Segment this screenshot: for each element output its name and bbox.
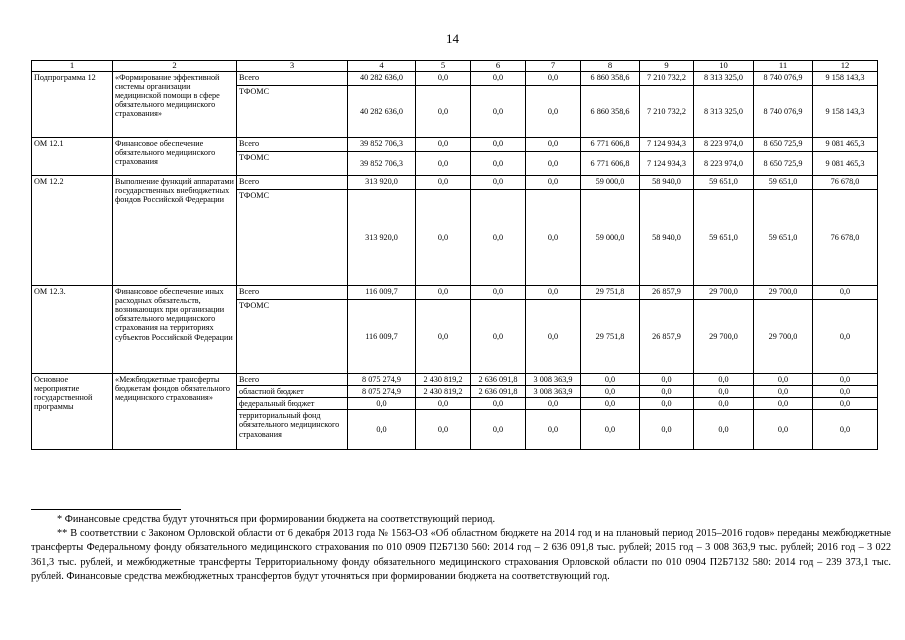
amount-cell: 0,0 (416, 398, 471, 410)
amount-cell: 0,0 (813, 410, 878, 450)
amount-cell: 0,0 (526, 410, 581, 450)
amount-cell: 0,0 (416, 299, 471, 373)
amount-cell: 2 430 819,2 (416, 373, 471, 385)
column-header: 10 (694, 61, 754, 72)
program-code-cell: ОМ 12.3. (32, 285, 113, 373)
amount-cell: 0,0 (348, 398, 416, 410)
program-name-cell: Финансовое обеспечение обязательного медицинского страхования (113, 137, 237, 175)
amount-cell: 2 636 091,8 (471, 385, 526, 397)
amount-cell: 0,0 (348, 410, 416, 450)
amount-cell: 0,0 (694, 410, 754, 450)
amount-cell: 76 678,0 (813, 175, 878, 189)
amount-cell: 0,0 (416, 410, 471, 450)
column-header: 9 (640, 61, 694, 72)
amount-cell: 26 857,9 (640, 299, 694, 373)
amount-cell: 0,0 (471, 137, 526, 151)
amount-cell: 0,0 (581, 398, 640, 410)
amount-cell: 8 313 325,0 (694, 71, 754, 85)
footnote-divider (31, 509, 181, 510)
table-row (32, 285, 878, 299)
amount-cell: 59 000,0 (581, 189, 640, 285)
amount-cell: 0,0 (471, 71, 526, 85)
program-name-cell: Финансовое обеспечение иных расходных обязательств, возникающих при организации обязательного медицинского страхования на территориях субъектов Российской Федерации (113, 285, 237, 373)
amount-cell: 9 158 143,3 (813, 71, 878, 85)
amount-cell: 0,0 (471, 299, 526, 373)
amount-cell: 0,0 (754, 410, 813, 450)
funding-source-cell: областной бюджет (237, 385, 348, 397)
amount-cell: 0,0 (471, 189, 526, 285)
table-row (32, 137, 878, 151)
amount-cell: 0,0 (416, 285, 471, 299)
column-header: 2 (113, 61, 237, 72)
amount-cell: 0,0 (640, 398, 694, 410)
funding-source-cell: федеральный бюджет (237, 398, 348, 410)
amount-cell: 0,0 (416, 85, 471, 137)
amount-cell: 9 081 465,3 (813, 151, 878, 175)
amount-cell: 0,0 (754, 373, 813, 385)
column-header: 5 (416, 61, 471, 72)
amount-cell: 0,0 (813, 398, 878, 410)
amount-cell: 6 771 606,8 (581, 151, 640, 175)
amount-cell: 0,0 (526, 175, 581, 189)
funding-source-cell: ТФОМС (237, 189, 348, 285)
amount-cell: 8 650 725,9 (754, 137, 813, 151)
amount-cell: 2 636 091,8 (471, 373, 526, 385)
amount-cell: 7 210 732,2 (640, 71, 694, 85)
funding-source-cell: Всего (237, 285, 348, 299)
funding-source-cell: Всего (237, 71, 348, 85)
amount-cell: 313 920,0 (348, 175, 416, 189)
program-code-cell: ОМ 12.2 (32, 175, 113, 285)
column-header: 4 (348, 61, 416, 72)
amount-cell: 0,0 (694, 398, 754, 410)
funding-source-cell: Всего (237, 175, 348, 189)
amount-cell: 0,0 (416, 175, 471, 189)
amount-cell: 59 651,0 (694, 175, 754, 189)
amount-cell: 29 700,0 (694, 285, 754, 299)
column-header: 3 (237, 61, 348, 72)
amount-cell: 0,0 (416, 189, 471, 285)
amount-cell: 39 852 706,3 (348, 151, 416, 175)
amount-cell: 0,0 (526, 398, 581, 410)
amount-cell: 7 124 934,3 (640, 151, 694, 175)
amount-cell: 26 857,9 (640, 285, 694, 299)
amount-cell: 0,0 (471, 85, 526, 137)
amount-cell: 8 313 325,0 (694, 85, 754, 137)
amount-cell: 8 650 725,9 (754, 151, 813, 175)
amount-cell: 8 075 274,9 (348, 385, 416, 397)
amount-cell: 0,0 (813, 385, 878, 397)
amount-cell: 40 282 636,0 (348, 85, 416, 137)
amount-cell: 39 852 706,3 (348, 137, 416, 151)
amount-cell: 116 009,7 (348, 285, 416, 299)
table-row (32, 71, 878, 85)
amount-cell: 0,0 (526, 151, 581, 175)
funding-source-cell: ТФОМС (237, 151, 348, 175)
amount-cell: 58 940,0 (640, 189, 694, 285)
amount-cell: 76 678,0 (813, 189, 878, 285)
amount-cell: 0,0 (471, 398, 526, 410)
amount-cell: 8 223 974,0 (694, 137, 754, 151)
amount-cell: 0,0 (640, 373, 694, 385)
amount-cell: 0,0 (526, 137, 581, 151)
amount-cell: 0,0 (640, 385, 694, 397)
amount-cell: 0,0 (581, 385, 640, 397)
table-row (32, 373, 878, 385)
column-header: 8 (581, 61, 640, 72)
amount-cell: 6 860 358,6 (581, 71, 640, 85)
column-header: 6 (471, 61, 526, 72)
amount-cell: 0,0 (526, 285, 581, 299)
amount-cell: 0,0 (754, 398, 813, 410)
program-name-cell: «Межбюджетные трансферты бюджетам фондов обязательного медицинского страхования» (113, 373, 237, 450)
amount-cell: 0,0 (526, 299, 581, 373)
amount-cell: 29 700,0 (754, 285, 813, 299)
amount-cell: 3 008 363,9 (526, 385, 581, 397)
amount-cell: 7 210 732,2 (640, 85, 694, 137)
amount-cell: 9 158 143,3 (813, 85, 878, 137)
program-name-cell: Выполнение функций аппаратами государственных внебюджетных фондов Российской Федерации (113, 175, 237, 285)
amount-cell: 2 430 819,2 (416, 385, 471, 397)
amount-cell: 0,0 (640, 410, 694, 450)
amount-cell: 3 008 363,9 (526, 373, 581, 385)
amount-cell: 0,0 (754, 385, 813, 397)
amount-cell: 0,0 (471, 175, 526, 189)
amount-cell: 0,0 (471, 151, 526, 175)
amount-cell: 59 651,0 (754, 189, 813, 285)
amount-cell: 116 009,7 (348, 299, 416, 373)
funding-source-cell: Всего (237, 373, 348, 385)
footnotes (31, 513, 891, 584)
amount-cell: 59 651,0 (754, 175, 813, 189)
amount-cell: 0,0 (471, 410, 526, 450)
amount-cell: 29 751,8 (581, 285, 640, 299)
amount-cell: 59 651,0 (694, 189, 754, 285)
amount-cell: 8 740 076,9 (754, 85, 813, 137)
amount-cell: 0,0 (813, 285, 878, 299)
funding-source-cell: территориальный фонд обязательного медицинского страхования (237, 410, 348, 450)
amount-cell: 40 282 636,0 (348, 71, 416, 85)
amount-cell: 8 223 974,0 (694, 151, 754, 175)
column-header: 1 (32, 61, 113, 72)
amount-cell: 6 860 358,6 (581, 85, 640, 137)
table-row (32, 175, 878, 189)
amount-cell: 29 700,0 (754, 299, 813, 373)
program-code-cell: Основное мероприятие государственной программы (32, 373, 113, 450)
amount-cell: 0,0 (526, 85, 581, 137)
amount-cell: 0,0 (581, 373, 640, 385)
page-number: 14 (446, 31, 459, 46)
funding-source-cell: Всего (237, 137, 348, 151)
program-code-cell: Подпрограмма 12 (32, 71, 113, 137)
amount-cell: 0,0 (526, 71, 581, 85)
funding-source-cell: ТФОМС (237, 85, 348, 137)
amount-cell: 0,0 (694, 385, 754, 397)
amount-cell: 0,0 (416, 71, 471, 85)
amount-cell: 7 124 934,3 (640, 137, 694, 151)
amount-cell: 29 751,8 (581, 299, 640, 373)
amount-cell: 0,0 (694, 373, 754, 385)
column-header: 11 (754, 61, 813, 72)
column-header: 12 (813, 61, 878, 72)
amount-cell: 59 000,0 (581, 175, 640, 189)
amount-cell: 0,0 (526, 189, 581, 285)
column-header: 7 (526, 61, 581, 72)
footnote-1: * Финансовые средства будут уточняться при формировании бюджета на соответствующий период. (57, 514, 496, 525)
amount-cell: 0,0 (581, 410, 640, 450)
amount-cell: 0,0 (813, 299, 878, 373)
amount-cell: 0,0 (813, 373, 878, 385)
amount-cell: 0,0 (471, 285, 526, 299)
amount-cell: 0,0 (416, 151, 471, 175)
amount-cell: 6 771 606,8 (581, 137, 640, 151)
footnote-2: ** В соответствии с Законом Орловской области от 6 декабря 2013 года № 1563-ОЗ «Об областном бюджете на 2014 год и на плановый период 2015–2016 годов» переданы межбюджетные трансферты Федеральному фонду обязательного медицинского страхования по 010 0909 П2Б7130 560: 2014 год – 2 636 091,8 тыс. рублей; 2015 год – 3 008 363,9 тыс. рублей; 2016 год – 3 022 361,3 тыс. рублей, и межбюджетные трансферты Территориальному фонду обязательного медицинского страхования Орловской области по 010 0904 П2Б7132 580: 2014 год – 239 373,1 тыс. рублей. Финансовые средства межбюджетных трансфертов будут уточняться при формировании бюджета на соответствующий год. (31, 528, 891, 582)
amount-cell: 8 075 274,9 (348, 373, 416, 385)
funding-source-cell: ТФОМС (237, 299, 348, 373)
program-code-cell: ОМ 12.1 (32, 137, 113, 175)
table-header-row (32, 61, 878, 72)
amount-cell: 58 940,0 (640, 175, 694, 189)
amount-cell: 9 081 465,3 (813, 137, 878, 151)
budget-table (31, 60, 878, 450)
program-name-cell: «Формирование эффективной системы организации медицинской помощи в сфере обязательного медицинского страхования» (113, 71, 237, 137)
amount-cell: 0,0 (416, 137, 471, 151)
amount-cell: 8 740 076,9 (754, 71, 813, 85)
amount-cell: 29 700,0 (694, 299, 754, 373)
amount-cell: 313 920,0 (348, 189, 416, 285)
